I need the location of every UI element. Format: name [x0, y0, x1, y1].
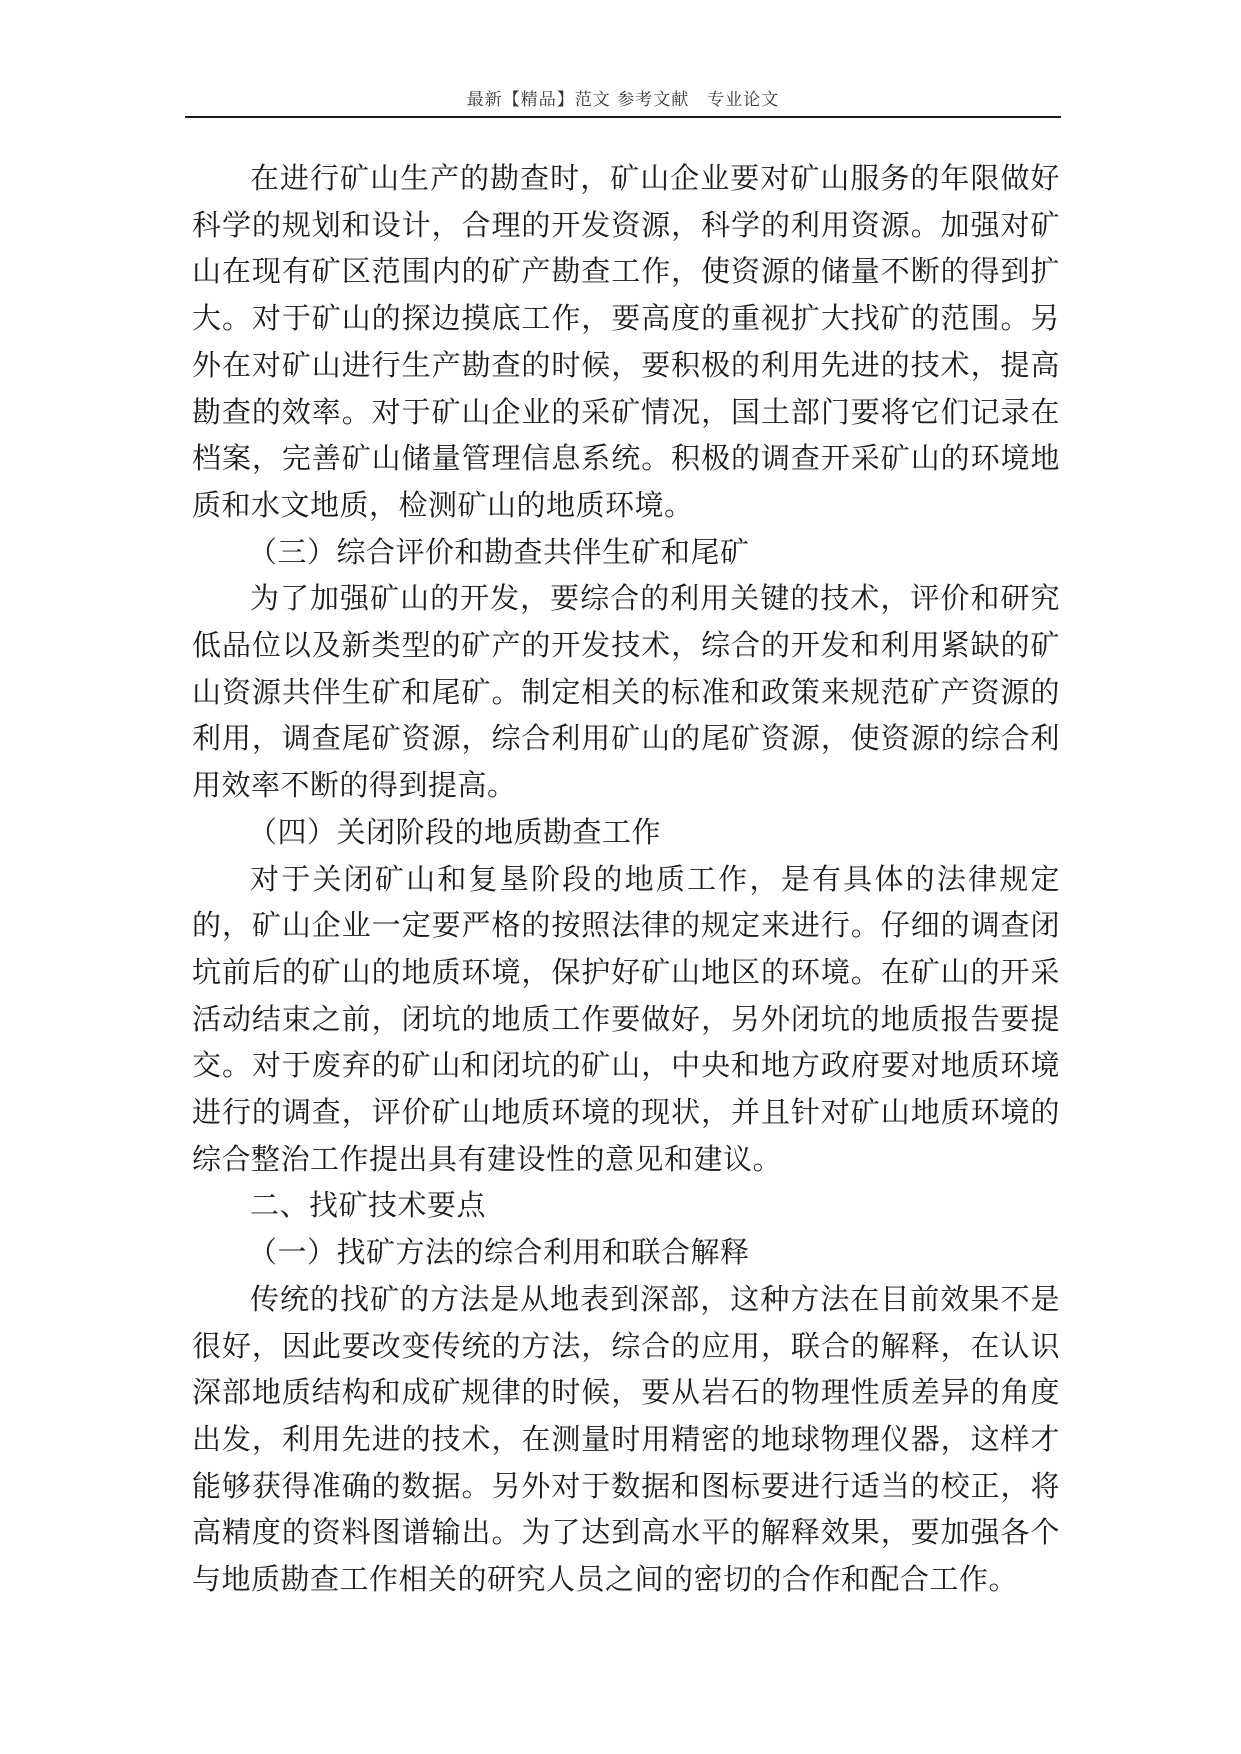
header-rule	[185, 116, 1061, 118]
subheading-tailings: （三）综合评价和勘查共伴生矿和尾矿	[248, 534, 750, 569]
subheading-closure-stage: （四）关闭阶段的地质勘查工作	[248, 814, 662, 849]
paragraph-closure-stage: 对于关闭矿山和复垦阶段的地质工作，是有具体的法律规定的，矿山企业一定要严格的按照法律的规定来进行。仔细的调查闭坑前后的矿山的地质环境，保护好矿山地区的环境。在矿山的开采活动结束之前，闭坑的地质工作要做好，另外闭坑的地质报告要提交。对于废弃的矿山和闭坑的矿山，中央和地方政府要对地质环境进行的调查，评价矿山地质环境的现状，并且针对矿山地质环境的综合整治工作提出具有建设性的意见和建议。	[192, 861, 1060, 1176]
paragraph-tailings: 为了加强矿山的开发，要综合的利用关键的技术，评价和研究低品位以及新类型的矿产的开发技术，综合的开发和利用紧缺的矿山资源共伴生矿和尾矿。制定相关的标准和政策来规范矿产资源的利用，调查尾矿资源，综合利用矿山的尾矿资源，使资源的综合利用效率不断的得到提高。	[192, 581, 1060, 803]
paragraph-production-survey: 在进行矿山生产的勘查时，矿山企业要对矿山服务的年限做好科学的规划和设计，合理的开发资源，科学的利用资源。加强对矿山在现有矿区范围内的矿产勘查工作，使资源的储量不断的得到扩大。对于矿山的探边摸底工作，要高度的重视扩大找矿的范围。另外在对矿山进行生产勘查的时候，要积极的利用先进的技术，提高勘查的效率。对于矿山企业的采矿情况，国土部门要将它们记录在档案，完善矿山储量管理信息系统。积极的调查开采矿山的环境地质和水文地质，检测矿山的地质环境。	[192, 161, 1060, 522]
body-text	[192, 155, 1060, 1603]
running-header: 最新【精品】范文 参考文献 专业论文	[466, 90, 780, 110]
section-heading-prospecting: 二、找矿技术要点	[250, 1188, 487, 1223]
paragraph-combined-methods: 传统的找矿的方法是从地表到深部，这种方法在目前效果不是很好，因此要改变传统的方法，综合的应用，联合的解释，在认识深部地质结构和成矿规律的时候，要从岩石的物理性质差异的角度出发，利用先进的技术，在测量时用精密的地球物理仪器，这样才能够获得准确的数据。另外对于数据和图标要进行适当的校正，将高精度的资料图谱输出。为了达到高水平的解释效果，要加强各个与地质勘查工作相关的研究人员之间的密切的合作和配合工作。	[192, 1281, 1060, 1597]
subheading-combined-methods: （一）找矿方法的综合利用和联合解释	[248, 1235, 750, 1270]
